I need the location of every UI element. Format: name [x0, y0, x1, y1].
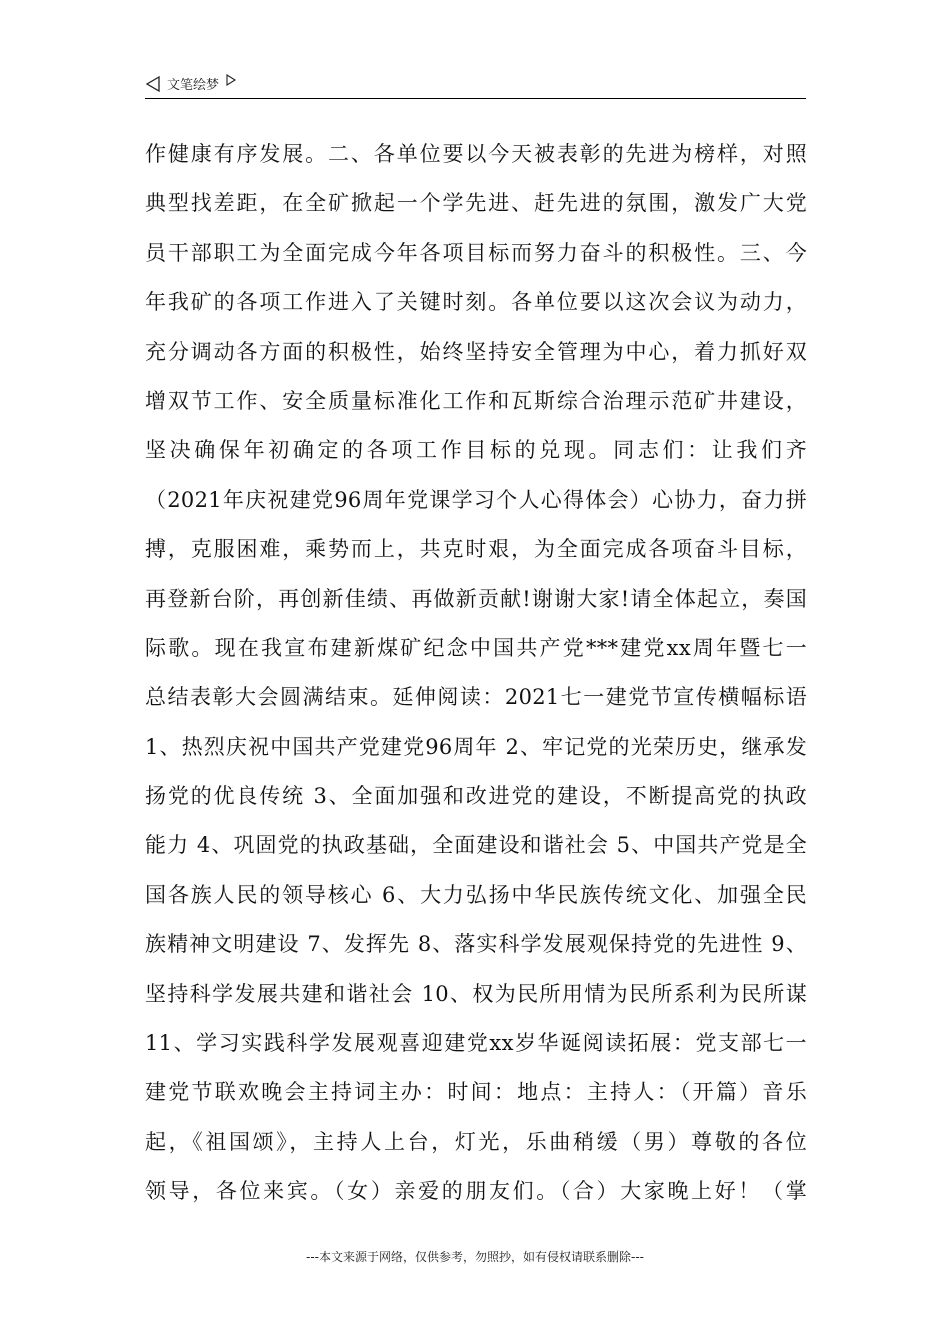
body-line: 作健康有序发展。二、各单位要以今天被表彰的先进为榜样，对照 — [145, 142, 807, 166]
body-line: 充分调动各方面的积极性，始终坚持安全管理为中心，着力抓好双 — [145, 339, 807, 364]
body-line: 再登新台阶，再创新佳绩、再做新贡献!谢谢大家!请全体起立，奏国 — [145, 586, 807, 611]
body-line: 能力 4、巩固党的执政基础，全面建设和谐社会 5、中国共产党是全 — [145, 833, 807, 858]
body-line: 际歌。现在我宣布建新煤矿纪念中国共产党***建党xx周年暨七一 — [145, 635, 807, 660]
body-line: 典型找差距，在全矿掀起一个学先进、赶先进的氛围，激发广大党 — [145, 191, 807, 216]
body-line: 国各族人民的领导核心 6、大力弘扬中华民族传统文化、加强全民 — [145, 882, 807, 907]
body-line: 增双节工作、安全质量标准化工作和瓦斯综合治理示范矿井建设， — [145, 388, 807, 413]
body-line: 族精神文明建设 7、发挥先 8、落实科学发展观保持党的先进性 9、 — [145, 932, 807, 957]
body-line: 11、学习实践科学发展观喜迎建党xx岁华诞阅读拓展：党支部七一 — [145, 1031, 807, 1056]
triangle-right-icon — [225, 74, 237, 86]
document-body — [145, 130, 807, 1217]
body-line: 年我矿的各项工作进入了关键时刻。各单位要以这次会议为动力， — [145, 290, 807, 315]
footer-notice: ---本文来源于网络，仅供参考，勿照抄，如有侵权请联系删除--- — [306, 1250, 644, 1264]
body-line: 扬党的优良传统 3、全面加强和改进党的建设，不断提高党的执政 — [145, 784, 807, 809]
body-line: 搏，克服困难，乘势而上，共克时艰，为全面完成各项奋斗目标， — [145, 537, 807, 562]
header-brand-text: 文笔绘梦 — [167, 78, 220, 93]
body-line: 坚持科学发展共建和谐社会 10、权为民所用情为民所系利为民所谋 — [145, 981, 807, 1006]
body-line: 员干部职工为全面完成今年各项目标而努力奋斗的积极性。三、今 — [145, 240, 807, 265]
body-line: 领导，各位来宾。（女）亲爱的朋友们。（合）大家晚上好！（掌 — [145, 1179, 807, 1204]
body-line: 1、热烈庆祝中国共产党建党96周年 2、牢记党的光荣历史，继承发 — [145, 734, 807, 759]
body-line: 建党节联欢晚会主持词主办：时间：地点：主持人：（开篇）音乐 — [145, 1080, 807, 1105]
body-line: 坚决确保年初确定的各项工作目标的兑现。同志们：让我们齐 — [145, 438, 807, 463]
body-line: （2021年庆祝建党96周年党课学习个人心得体会）心协力，奋力拼 — [145, 487, 807, 512]
header-brand — [145, 74, 237, 93]
page-header — [145, 72, 806, 99]
body-line: 起，《祖国颂》，主持人上台，灯光，乐曲稍缓（男）尊敬的各位 — [145, 1129, 807, 1154]
body-line: 总结表彰大会圆满结束。延伸阅读：2021七一建党节宣传横幅标语 — [145, 685, 807, 710]
triangle-left-icon — [145, 76, 161, 92]
